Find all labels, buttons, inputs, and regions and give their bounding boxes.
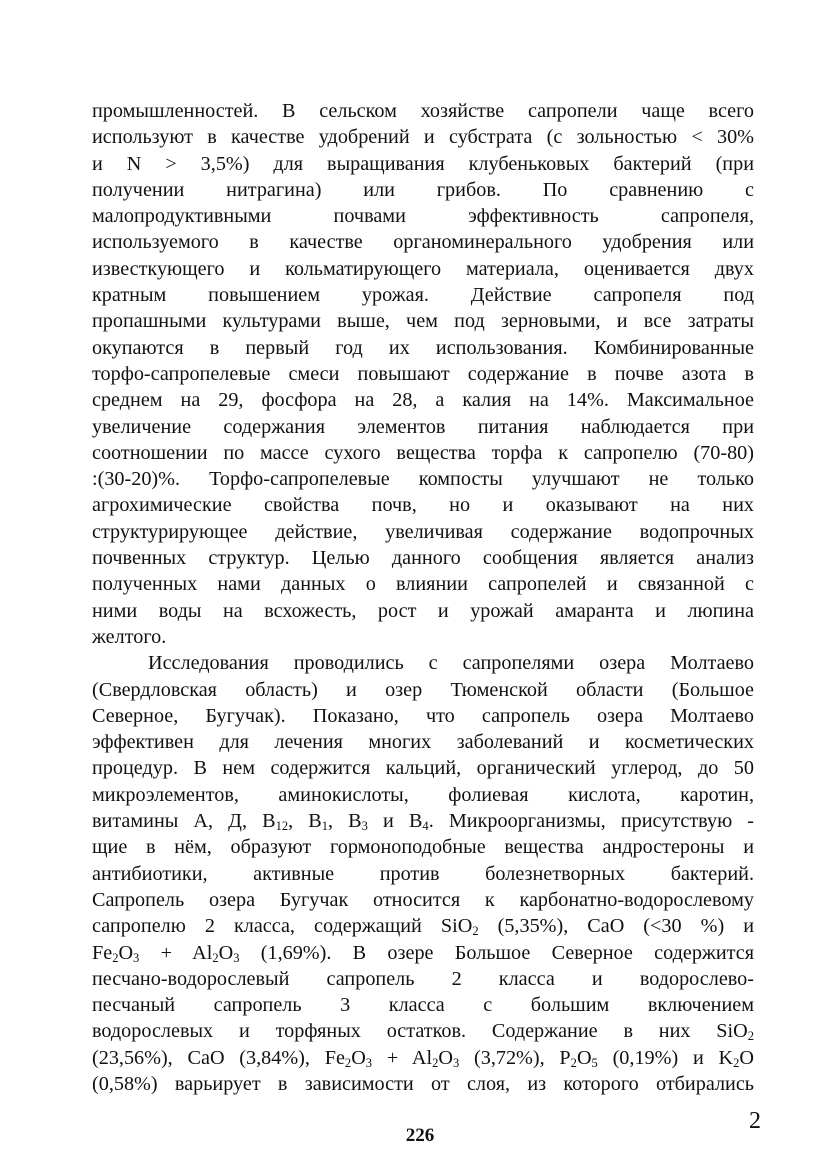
text-line: (0,58%) варьирует в зависимости от слоя, из которого отбирались bbox=[92, 1072, 754, 1095]
text-line: процедур. В нем содержится кальций, органический углерод, до 50 bbox=[92, 757, 754, 780]
text-run: O bbox=[218, 941, 234, 964]
text-line: полученных нами данных о влиянии сапропелей и связанной с bbox=[92, 573, 754, 596]
text-run: водорослевых и торфяных остатков. Содержание в них SiO bbox=[92, 1020, 748, 1043]
text-run: , В bbox=[328, 810, 362, 833]
subscript: 3 bbox=[233, 950, 240, 965]
text-line: песчано-водорослевый сапропель 2 класса и водорослево- bbox=[92, 967, 754, 990]
text-run: сапропелю 2 класса, содержащий SiO bbox=[92, 915, 473, 938]
subscript: 2 bbox=[747, 1029, 754, 1044]
text-line: щие в нём, образуют гормоноподобные вещества андростероны и bbox=[92, 836, 754, 859]
subscript: 2 bbox=[472, 924, 479, 939]
body-text bbox=[92, 98, 754, 1097]
text-line: используют в качестве удобрений и субстрата (с зольностью < 30% bbox=[92, 126, 754, 149]
text-line: малопродуктивными почвами эффективность сапропеля, bbox=[92, 205, 754, 228]
text-line: торфо-сапропелевые смеси повышают содержание в почве азота в bbox=[92, 362, 754, 385]
text-line: песчаный сапропель 3 класса с большим включением bbox=[92, 994, 754, 1017]
text-line: Северное, Бугучак). Показано, что сапропель озера Молтаево bbox=[92, 704, 754, 727]
text-run: , В bbox=[288, 810, 322, 833]
text-line-with-subscripts bbox=[92, 913, 754, 939]
subscript: 2 bbox=[432, 1055, 439, 1070]
paragraph-2 bbox=[92, 650, 754, 1097]
sheet-number: 2 bbox=[749, 1108, 761, 1134]
text-line: и N > 3,5%) для выращивания клубеньковых бактерий (при bbox=[92, 152, 754, 175]
subscript: 2 bbox=[112, 950, 119, 965]
text-run: (5,35%), CaO (<30 %) и bbox=[478, 915, 754, 938]
subscript: 3 bbox=[361, 819, 368, 834]
subscript: 3 bbox=[133, 950, 140, 965]
text-line: увеличение содержания элементов питания наблюдается при bbox=[92, 415, 754, 438]
text-line: окупаются в первый год их использования. Комбинированные bbox=[92, 336, 754, 359]
text-line-with-subscripts bbox=[92, 940, 754, 966]
text-line-with-subscripts bbox=[92, 1018, 754, 1044]
subscript: 3 bbox=[365, 1055, 373, 1070]
text-line: :(30-20)%. Торфо-сапропелевые компосты улучшают не только bbox=[92, 468, 754, 491]
text-line: желтого. bbox=[92, 625, 167, 648]
text-line: Исследования проводились с сапропелями озера Молтаево bbox=[148, 652, 754, 675]
text-run: O bbox=[351, 1046, 366, 1069]
text-line-with-subscripts bbox=[92, 808, 754, 834]
text-run: (23,56%), CaO (3,84%), Fe bbox=[92, 1046, 345, 1069]
subscript: 4 bbox=[422, 819, 429, 834]
text-run: + Al bbox=[139, 941, 213, 964]
text-run: (3,72%), P bbox=[459, 1046, 571, 1069]
text-run: Fe bbox=[92, 941, 113, 964]
text-line: эффективен для лечения многих заболеваний и косметических bbox=[92, 731, 754, 754]
text-line: почвенных структур. Целью данного сообщения является анализ bbox=[92, 547, 754, 570]
text-line: соотношении по массе сухого вещества торфа к сапропелю (70-80) bbox=[92, 441, 754, 464]
text-line: ними воды на всхожесть, рост и урожай амаранта и люпина bbox=[92, 599, 754, 622]
text-line: используемого в качестве органоминерального удобрения или bbox=[92, 231, 754, 254]
text-line: структурирующее действие, увеличивая содержание водопрочных bbox=[92, 520, 754, 543]
text-run: и В bbox=[367, 810, 423, 833]
text-run: O bbox=[438, 1046, 453, 1069]
subscript: 2 bbox=[733, 1055, 740, 1070]
text-line: промышленностей. В сельском хозяйстве сапропели чаще всего bbox=[92, 100, 754, 122]
subscript: 2 bbox=[344, 1055, 352, 1070]
text-run: (0,19%) и K bbox=[597, 1046, 734, 1069]
text-line: известкующего и кольматирующего материала, оценивается двух bbox=[92, 257, 754, 280]
text-line: кратным повышением урожая. Действие сапропеля под bbox=[92, 284, 754, 307]
text-line: агрохимические свойства почв, но и оказывают на них bbox=[92, 494, 754, 517]
text-run: (1,69%). В озере Большое Северное содержится bbox=[239, 941, 754, 964]
text-run: O bbox=[118, 941, 134, 964]
text-run: . Микроорганизмы, присутствую - bbox=[428, 810, 755, 833]
text-line: антибиотики, активные против болезнетворных бактерий. bbox=[92, 862, 754, 885]
text-line: Сапропель озера Бугучак относится к карбонатно-водорослевому bbox=[92, 888, 754, 911]
text-run: O bbox=[576, 1046, 592, 1069]
subscript: 2 bbox=[212, 950, 219, 965]
text-line: (Свердловская область) и озер Тюменской области (Большое bbox=[92, 678, 754, 701]
text-line: микроэлементов, аминокислоты, фолиевая кислота, каротин, bbox=[92, 783, 754, 806]
subscript: 3 bbox=[452, 1055, 460, 1070]
subscript: 1 bbox=[321, 819, 328, 834]
subscript: 12 bbox=[275, 819, 289, 834]
subscript: 2 bbox=[570, 1055, 577, 1070]
text-line: пропашными культурами выше, чем под зерновыми, и все затраты bbox=[92, 310, 754, 333]
text-run: витамины А, Д, В bbox=[92, 810, 276, 833]
paragraph-1 bbox=[92, 98, 754, 650]
text-line-with-subscripts bbox=[92, 1045, 754, 1071]
text-run: O bbox=[739, 1046, 754, 1069]
text-run: + Al bbox=[372, 1046, 433, 1069]
subscript: 5 bbox=[591, 1055, 598, 1070]
text-line: среднем на 29, фосфора на 28, а калия на 14%. Максимальное bbox=[92, 389, 754, 412]
page-number: 226 bbox=[405, 1125, 435, 1146]
text-line: получении нитрагина) или грибов. По сравнению с bbox=[92, 178, 754, 201]
